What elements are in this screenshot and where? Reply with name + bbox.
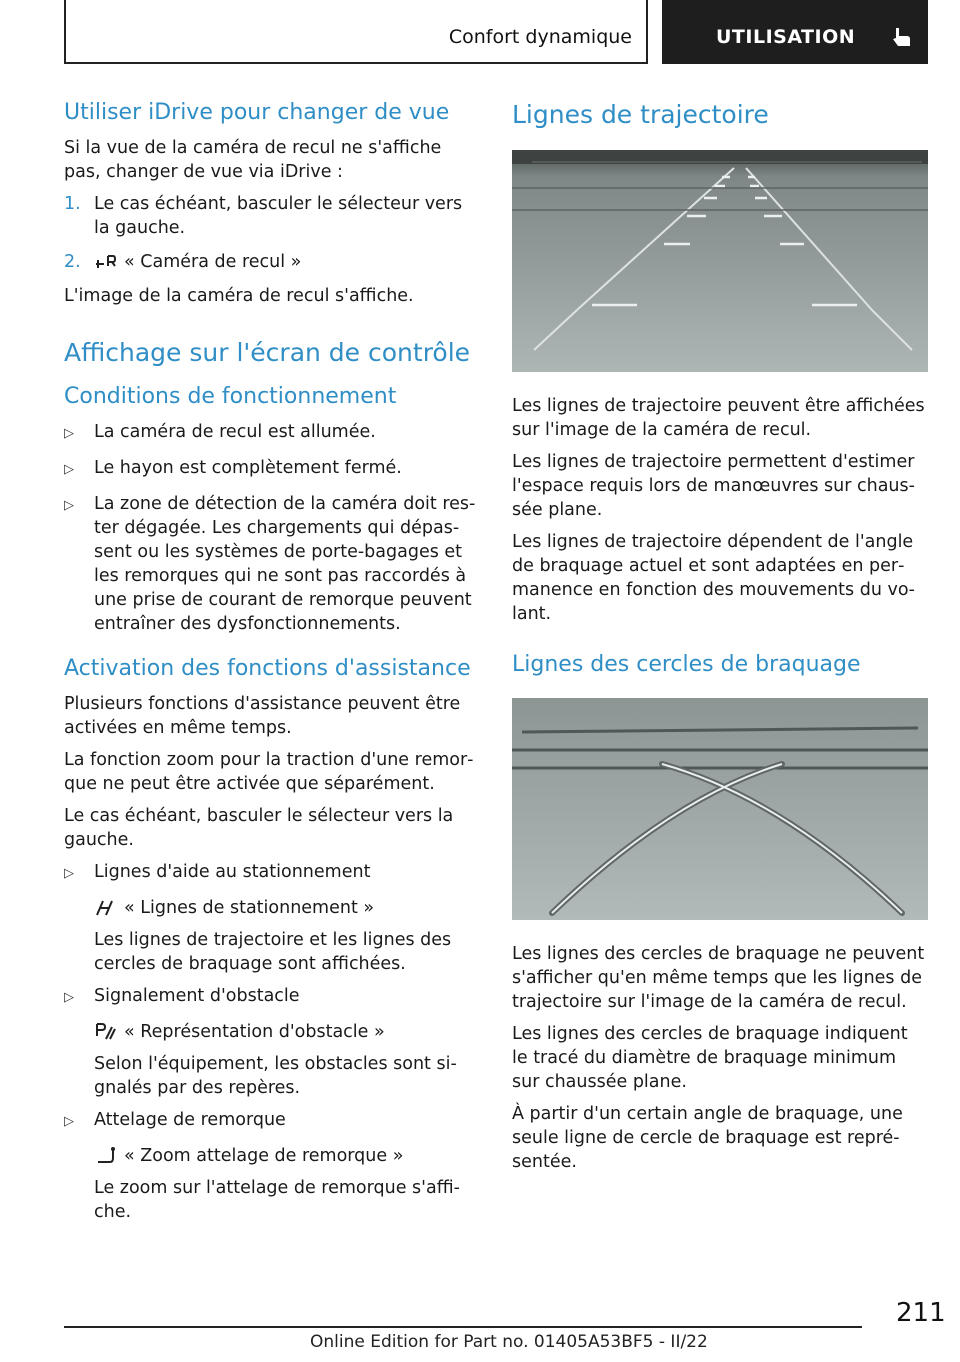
- paragraph-activation-1: Plusieurs fonctions d'assistance peuvent être activées en même temps.: [64, 694, 461, 738]
- function-menu-label: « Lignes de stationnement »: [124, 898, 375, 918]
- function-item: [64, 984, 478, 1010]
- heading-cercles: Lignes des cercles de braquage: [512, 652, 861, 677]
- rear-camera-icon: [94, 252, 118, 270]
- function-description: Les lignes de trajectoire et les lignes des cercles de braquage sont affichées.: [94, 930, 452, 974]
- function-menu: [94, 1144, 478, 1168]
- function-item: [64, 1108, 478, 1134]
- paragraph-idrive: Si la vue de la caméra de recul ne s'affiche pas, changer de vue via iDrive :: [64, 138, 442, 182]
- function-item: [64, 860, 478, 886]
- triangle-bullet-icon: ▷: [64, 498, 74, 513]
- function-title: Lignes d'aide au stationnement: [94, 862, 371, 882]
- function-menu: [94, 896, 478, 920]
- triangle-bullet-icon: ▷: [64, 866, 74, 881]
- paragraph-cercles-3: À partir d'un certain angle de braquage, une seule ligne de cercle de braquage est représentée.: [512, 1104, 903, 1172]
- paragraph-trajectoire-1: Les lignes de trajectoire peuvent être affichées sur l'image de la caméra de recul.: [512, 396, 925, 440]
- footer-edition: Online Edition for Part no. 01405A53BF5 - II/22: [310, 1332, 708, 1352]
- function-menu: [94, 1020, 478, 1044]
- heading-idrive: Utiliser iDrive pour changer de vue: [64, 100, 450, 125]
- function-description: Selon l'équipement, les obstacles sont signalés par des repères.: [94, 1054, 457, 1098]
- obstacle-icon: [94, 1022, 118, 1040]
- page-number: 211: [896, 1298, 946, 1328]
- paragraph-image: L'image de la caméra de recul s'affiche.: [64, 286, 414, 306]
- header-section-box: [64, 0, 648, 64]
- condition-item: [64, 420, 478, 446]
- header-section-title: Confort dynamique: [448, 26, 632, 48]
- triangle-bullet-icon: ▷: [64, 1114, 74, 1129]
- right-column: [512, 98, 928, 1182]
- turning-circle-lines-image: [512, 698, 928, 920]
- heading-affichage: Affichage sur l'écran de contrôle: [64, 338, 471, 367]
- triangle-bullet-icon: ▷: [64, 990, 74, 1005]
- paragraph-trajectoire-3: Les lignes de trajectoire dépendent de l'angle de braquage actuel et sont adaptées en permanence en fonction des mouvements du volant.: [512, 532, 915, 624]
- step-number: 1.: [64, 194, 81, 214]
- step-text: Le cas échéant, basculer le sélecteur vers la gauche.: [94, 194, 463, 238]
- condition-text: La caméra de recul est allumée.: [94, 422, 376, 442]
- paragraph-activation-3: Le cas échéant, basculer le sélecteur vers la gauche.: [64, 806, 454, 850]
- step-item: [64, 250, 478, 274]
- step-item: [64, 192, 478, 240]
- function-description: Le zoom sur l'attelage de remorque s'affiche.: [94, 1178, 460, 1222]
- pointing-hand-icon: [892, 26, 912, 48]
- condition-text: La zone de détection de la caméra doit rester dégagée. Les chargements qui dépassent ou les systèmes de porte-bagages et les remorques qui ne sont pas raccordés à une prise de courant de remorque peuvent entraîner des dysfonctionnements.: [94, 494, 476, 634]
- heading-activation: Activation des fonctions d'assistance: [64, 656, 471, 681]
- function-title: Signalement d'obstacle: [94, 986, 300, 1006]
- paragraph-trajectoire-2: Les lignes de trajectoire permettent d'estimer l'espace requis lors de manœuvres sur chaussée plane.: [512, 452, 915, 520]
- function-menu-label: « Zoom attelage de remorque »: [124, 1146, 404, 1166]
- function-title: Attelage de remorque: [94, 1110, 286, 1130]
- header-chapter-box: [662, 0, 928, 64]
- left-column: [64, 98, 478, 1232]
- parking-lines-icon: [94, 898, 118, 916]
- trailer-hitch-icon: [94, 1146, 118, 1164]
- trajectory-lines-image: [512, 150, 928, 372]
- footer-rule: [64, 1326, 862, 1328]
- step-text: « Caméra de recul »: [124, 252, 302, 272]
- condition-text: Le hayon est complètement fermé.: [94, 458, 402, 478]
- paragraph-cercles-2: Les lignes des cercles de braquage indiquent le tracé du diamètre de braquage minimum sur chaussée plane.: [512, 1024, 908, 1092]
- header-chapter-title: UTILISATION: [716, 26, 856, 48]
- triangle-bullet-icon: ▷: [64, 462, 74, 477]
- condition-item: [64, 492, 478, 636]
- condition-item: [64, 456, 478, 482]
- paragraph-activation-2: La fonction zoom pour la traction d'une remorque ne peut être activée que séparément.: [64, 750, 474, 794]
- heading-trajectoire: Lignes de trajectoire: [512, 100, 769, 129]
- function-menu-label: « Représentation d'obstacle »: [124, 1022, 385, 1042]
- triangle-bullet-icon: ▷: [64, 426, 74, 441]
- paragraph-cercles-1: Les lignes des cercles de braquage ne peuvent s'afficher qu'en même temps que les lignes de trajectoire sur l'image de la caméra de recul.: [512, 944, 925, 1012]
- heading-conditions: Conditions de fonctionnement: [64, 384, 397, 409]
- step-number: 2.: [64, 252, 81, 272]
